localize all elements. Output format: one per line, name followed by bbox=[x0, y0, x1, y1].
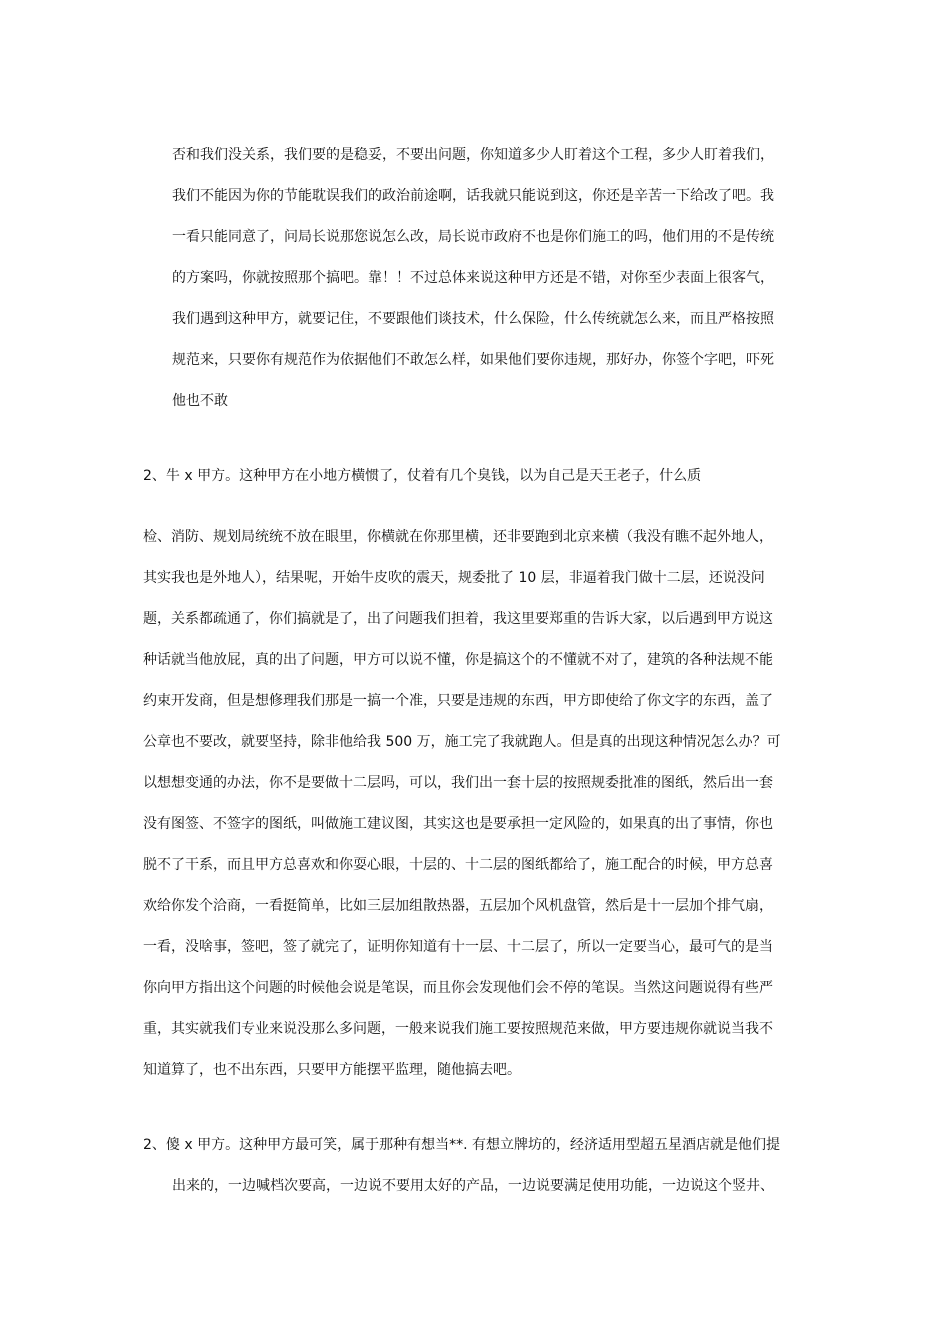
text-line: 否和我们没关系，我们要的是稳妥，不要出问题，你知道多少人盯着这个工程，多少人盯着我们， bbox=[172, 147, 774, 163]
text-line: 以想想变通的办法，你不是要做十二层吗，可以，我们出一套十层的按照规委批准的图纸，然后出一套 bbox=[143, 775, 773, 791]
text-line: 公章也不要改，就要坚持，除非他给我 500 万，施工完了我就跑人。但是真的出现这种情况怎么办？可 bbox=[143, 734, 781, 750]
text-line: 我们遇到这种甲方，就要记住，不要跟他们谈技术，什么保险，什么传统就怎么来，而且严格按照 bbox=[172, 311, 774, 327]
text-line: 规范来，只要你有规范作为依据他们不敢怎么样，如果他们要你违规，那好办，你签个字吧，吓死 bbox=[172, 352, 774, 368]
text-line: 没有图签、不签字的图纸，叫做施工建议图，其实这也是要承担一定风险的，如果真的出了事情，你也 bbox=[143, 816, 773, 832]
text-line: 一看只能同意了，问局长说那您说怎么改，局长说市政府不也是你们施工的吗，他们用的不是传统 bbox=[172, 229, 774, 245]
text-line: 他也不敢 bbox=[172, 393, 228, 409]
text-line: 欢给你发个洽商，一看挺简单，比如三层加组散热器，五层加个风机盘管，然后是十一层加个排气扇， bbox=[143, 898, 773, 914]
text-line: 约束开发商，但是想修理我们那是一搞一个准，只要是违规的东西，甲方即使给了你文字的东西，盖了 bbox=[143, 693, 773, 709]
text-line: 检、消防、规划局统统不放在眼里，你横就在你那里横，还非要跑到北京来横（我没有瞧不起外地人， bbox=[143, 529, 773, 545]
text-line: 其实我也是外地人），结果呢，开始牛皮吹的震天，规委批了 10 层，非逼着我门做十二层，还说没问 bbox=[143, 570, 765, 586]
text-line: 脱不了干系，而且甲方总喜欢和你耍心眼，十层的、十二层的图纸都给了，施工配合的时候，甲方总喜 bbox=[143, 857, 773, 873]
text-line: 你向甲方指出这个问题的时候他会说是笔误，而且你会发现他们会不停的笔误。当然这问题说得有些严 bbox=[143, 980, 773, 996]
text-line: 种话就当他放屁，真的出了问题，甲方可以说不懂，你是搞这个的不懂就不对了，建筑的各种法规不能 bbox=[143, 652, 773, 668]
list-item-heading: 2、牛 x 甲方。这种甲方在小地方横惯了，仗着有几个臭钱，以为自己是天王老子，什么质 bbox=[143, 468, 702, 484]
text-line: 重，其实就我们专业来说没那么多问题，一般来说我们施工要按照规范来做，甲方要违规你就说当我不 bbox=[143, 1021, 773, 1037]
text-line: 的方案吗，你就按照那个搞吧。靠！！不过总体来说这种甲方还是不错，对你至少表面上很客气， bbox=[172, 270, 774, 286]
text-line: 我们不能因为你的节能耽误我们的政治前途啊，话我就只能说到这，你还是辛苦一下给改了吧。我 bbox=[172, 188, 774, 204]
list-item-heading: 2、傻 x 甲方。这种甲方最可笑，属于那种有想当**. 有想立牌坊的，经济适用型超五星酒店就是他们提 bbox=[143, 1137, 780, 1153]
text-line: 知道算了，也不出东西，只要甲方能摆平监理，随他搞去吧。 bbox=[143, 1062, 521, 1078]
text-line: 题，关系都疏通了，你们搞就是了，出了问题我们担着，我这里要郑重的告诉大家，以后遇到甲方说这 bbox=[143, 611, 773, 627]
text-line: 一看，没啥事，签吧，签了就完了，证明你知道有十一层、十二层了，所以一定要当心，最可气的是当 bbox=[143, 939, 773, 955]
text-line: 出来的，一边喊档次要高，一边说不要用太好的产品，一边说要满足使用功能，一边说这个竖井、 bbox=[172, 1178, 774, 1194]
